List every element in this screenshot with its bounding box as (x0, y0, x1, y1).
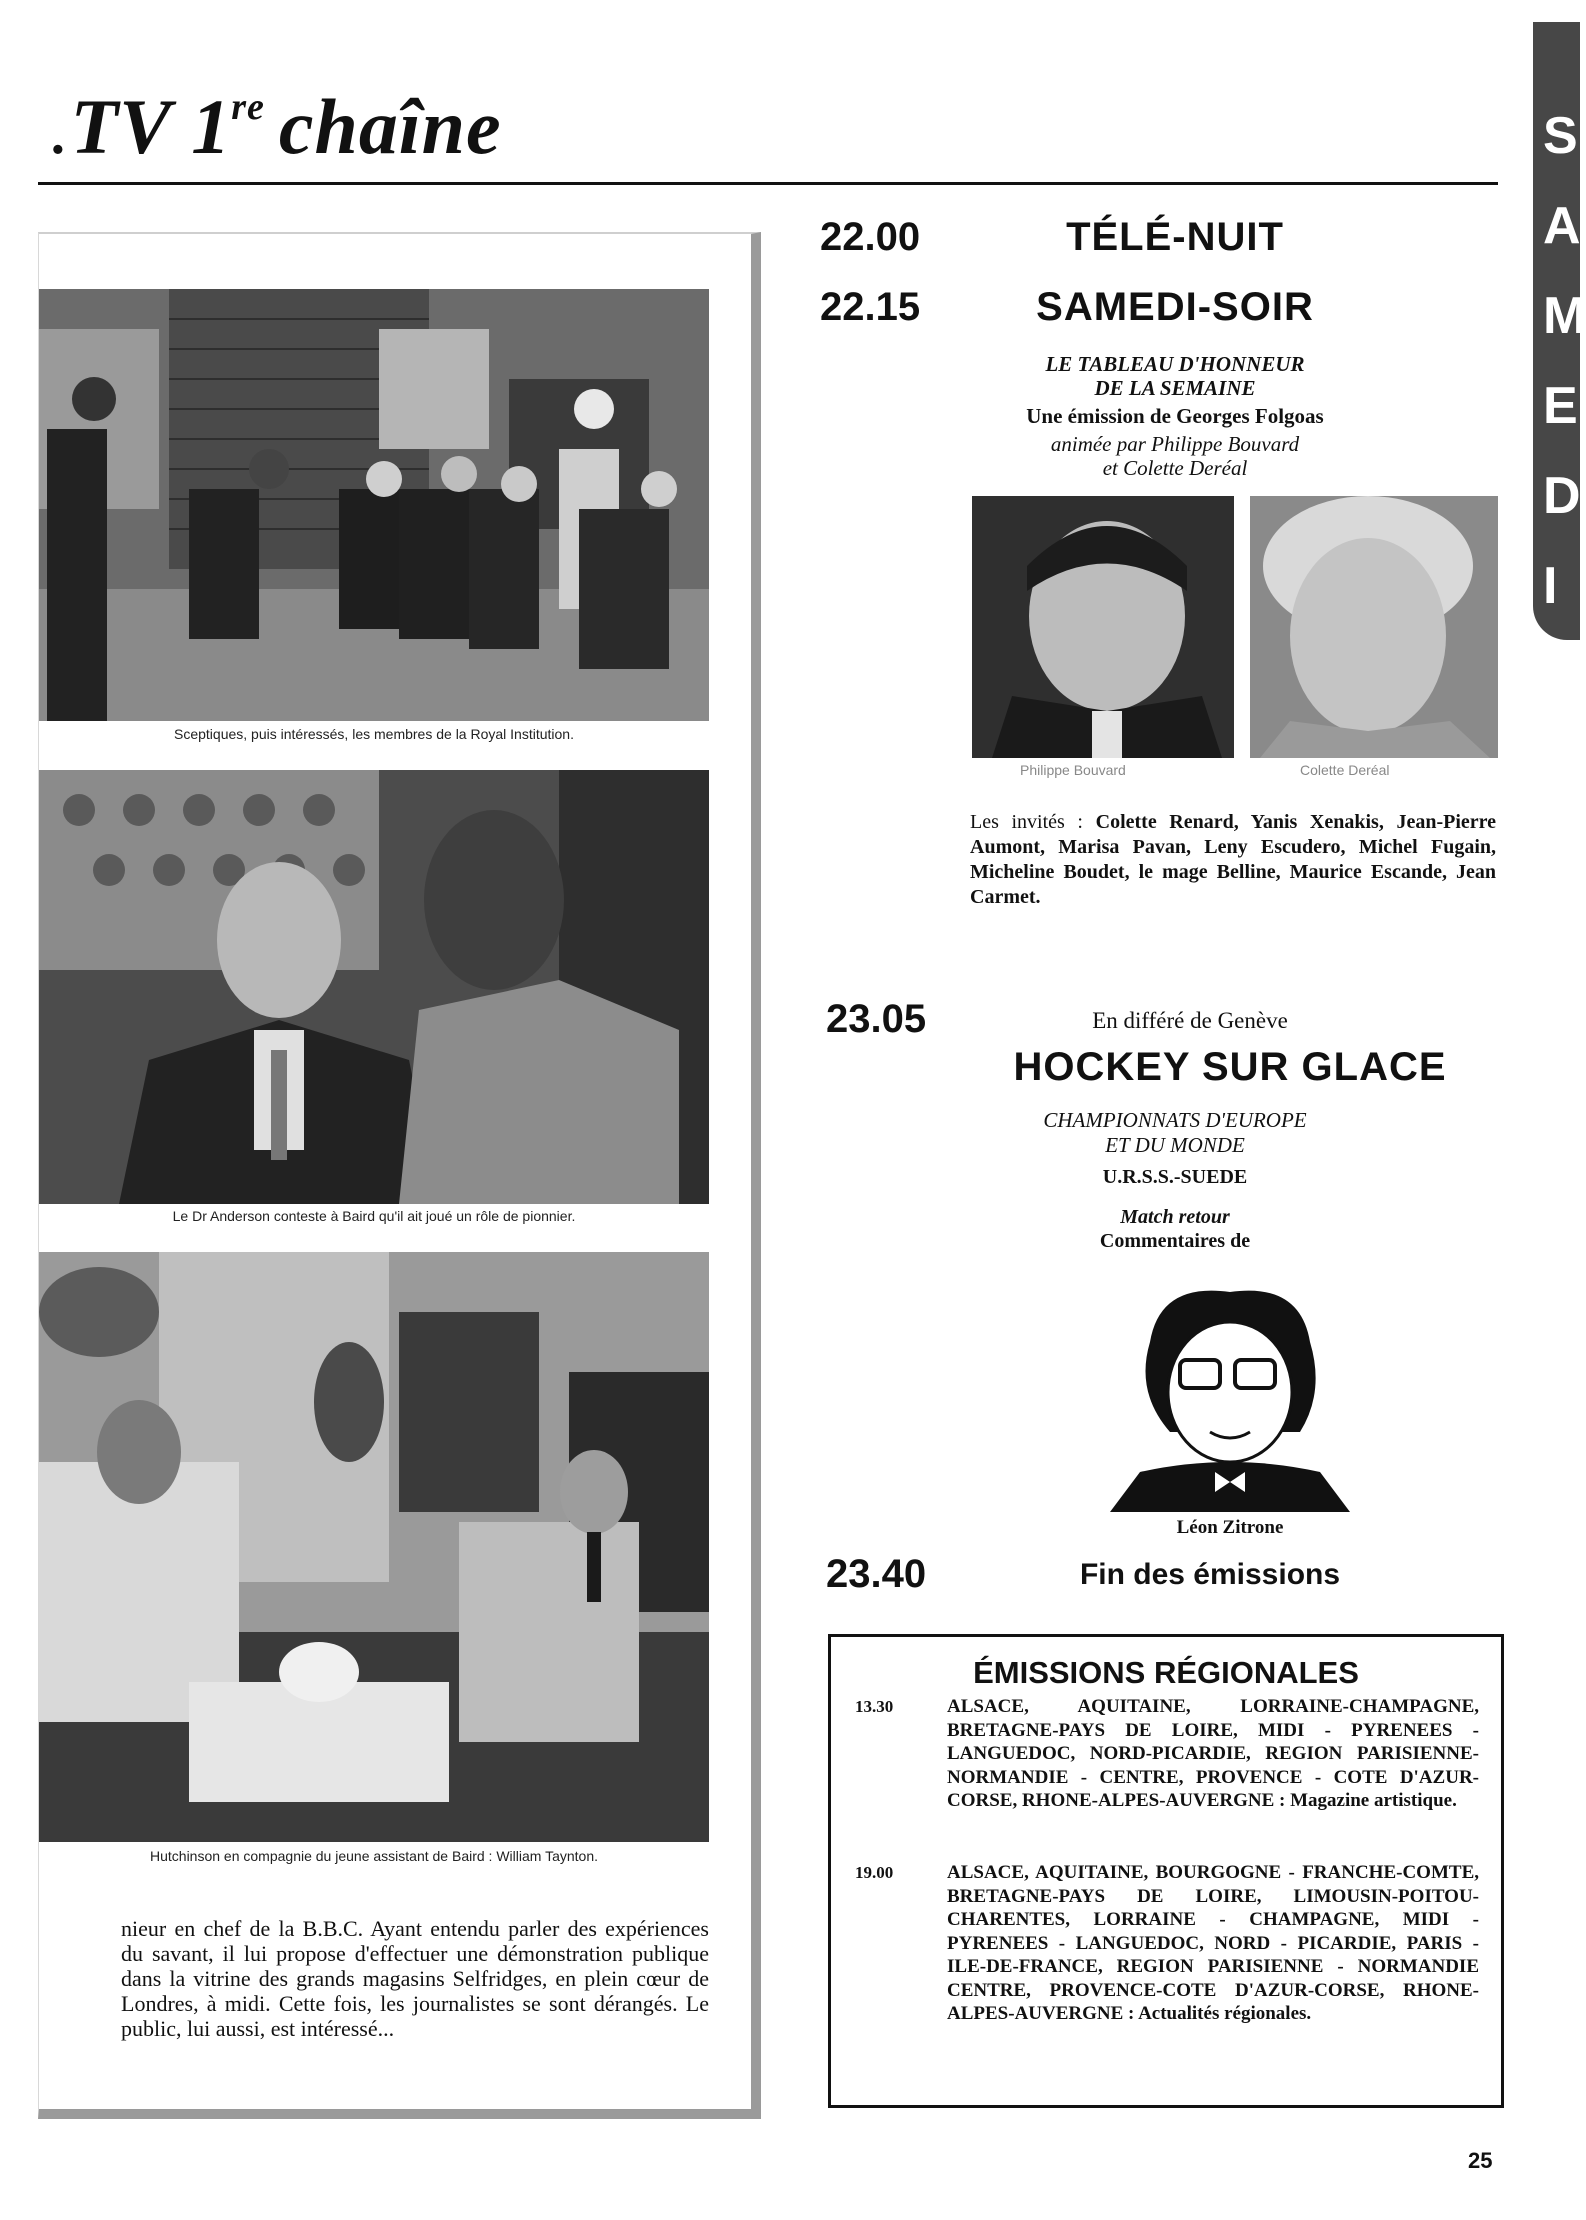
day-tab-letter: D (1543, 467, 1581, 525)
day-tab (1533, 22, 1586, 640)
regional-time: 13.30 (855, 1697, 894, 1716)
portrait-photo (972, 496, 1234, 758)
regional-programs-box (828, 1634, 1504, 2108)
day-tab-letter: E (1543, 377, 1578, 435)
program-credit: Une émission de Georges Folgoas (1026, 404, 1324, 428)
caricature-illustration (1110, 1282, 1350, 1512)
regional-heading: ÉMISSIONS RÉGIONALES (973, 1655, 1359, 1690)
guest-names: Colette Renard, Yanis Xenakis, Jean-Pierre Aumont, Marisa Pavan, Leny Escudero, Michel Fugain, Micheline Boudet, le mage Belline, Maurice Escande, Jean Carmet. (970, 811, 1497, 908)
photo-caption: Hutchinson en compagnie du jeune assistant de Baird : William Taynton. (150, 1848, 598, 1864)
program-time: 23.40 (826, 1552, 927, 1596)
portrait-caption: Philippe Bouvard (1020, 762, 1126, 778)
program-pretitle: En différé de Genève (1092, 1008, 1288, 1033)
title-prefix: TV 1 (70, 83, 232, 170)
photo-feature-panel (38, 232, 761, 2119)
program-time: 22.15 (820, 285, 921, 329)
regional-text: ALSACE, AQUITAINE, LORRAINE-CHAMPAGNE, BRETAGNE-PAYS DE LOIRE, MIDI - PYRENEES - LANGUEDOC, NORD-PICARDIE, REGION PARISIENNE-NORMANDIE - CENTRE, PROVENCE - COTE D'AZUR-CORSE, RHONE-ALPES-AUVERGNE : Magazine artistique. (947, 1696, 1479, 1811)
program-subtitle: CHAMPIONNATS D'EUROPE (1043, 1108, 1307, 1132)
article-text: nieur en chef de la B.B.C. Ayant entendu parler des expériences du savant, il lui propose d'effectuer une démonstration publique dans la vitrine des grands magasins Selfridges, en plein cœur de Londres, à midi. Cette fois, les journalistes se sont dérangés. Le public, lui aussi, est intéressé... (121, 1916, 709, 2041)
program-title: Fin des émissions (1079, 1558, 1341, 1591)
regional-time: 19.00 (855, 1863, 894, 1882)
page-number: 25 (1468, 2148, 1493, 2173)
program-host: animée par Philippe Bouvard (1050, 432, 1300, 456)
guest-list (970, 810, 1496, 910)
program-title: TÉLÉ-NUIT (1066, 215, 1284, 259)
day-tab-letter: A (1543, 197, 1581, 255)
portrait-photo (1250, 496, 1498, 758)
day-tab-letter: I (1543, 557, 1558, 615)
photo-hutchinson (39, 1252, 709, 1842)
program-time: 22.00 (820, 215, 921, 259)
program-match-note: Match retour (1120, 1206, 1230, 1228)
program-subtitle: DE LA SEMAINE (1094, 376, 1256, 400)
title-superscript: re (231, 86, 265, 128)
regional-text: ALSACE, AQUITAINE, BOURGOGNE - FRANCHE-COMTE, BRETAGNE-PAYS DE LOIRE, LIMOUSIN-POITOU-CHARENTES, LORRAINE - CHAMPAGNE, MIDI - PYRENEES - LANGUEDOC, NORD - PICARDIE, PARIS - ILE-DE-FRANCE, REGION PARISIENNE - NORMANDIE CENTRE, PROVENCE-COTE D'AZUR-CORSE, RHONE-ALPES-AUVERGNE : Actualités régionales. (947, 1862, 1479, 2024)
portrait-caption: Colette Deréal (1300, 762, 1390, 778)
program-subtitle: LE TABLEAU D'HONNEUR (1045, 352, 1305, 376)
program-match: U.R.S.S.-SUEDE (1102, 1166, 1248, 1188)
day-tab-letter: M (1543, 287, 1586, 345)
program-subtitle: ET DU MONDE (1105, 1133, 1245, 1157)
commentator-name: Léon Zitrone (1176, 1517, 1284, 1538)
header-rule (38, 182, 1498, 185)
photo-royal-institution (39, 289, 709, 721)
page-title: .TV 1re chaîne (50, 83, 502, 170)
program-time: 23.05 (826, 997, 927, 1041)
program-host: et Colette Deréal (1102, 456, 1248, 480)
photo-caption: Le Dr Anderson conteste à Baird qu'il ait joué un rôle de pionnier. (172, 1208, 576, 1224)
program-title: HOCKEY SUR GLACE (1013, 1045, 1447, 1089)
program-commentary: Commentaires de (1099, 1230, 1251, 1252)
program-title: SAMEDI-SOIR (1036, 285, 1314, 329)
guest-list-label: Les invités : (970, 811, 1083, 833)
photo-caption: Sceptiques, puis intéressés, les membres de la Royal Institution. (174, 726, 574, 742)
day-tab-letter: S (1543, 107, 1578, 165)
photo-dr-anderson (39, 770, 709, 1204)
title-suffix: chaîne (278, 83, 502, 170)
